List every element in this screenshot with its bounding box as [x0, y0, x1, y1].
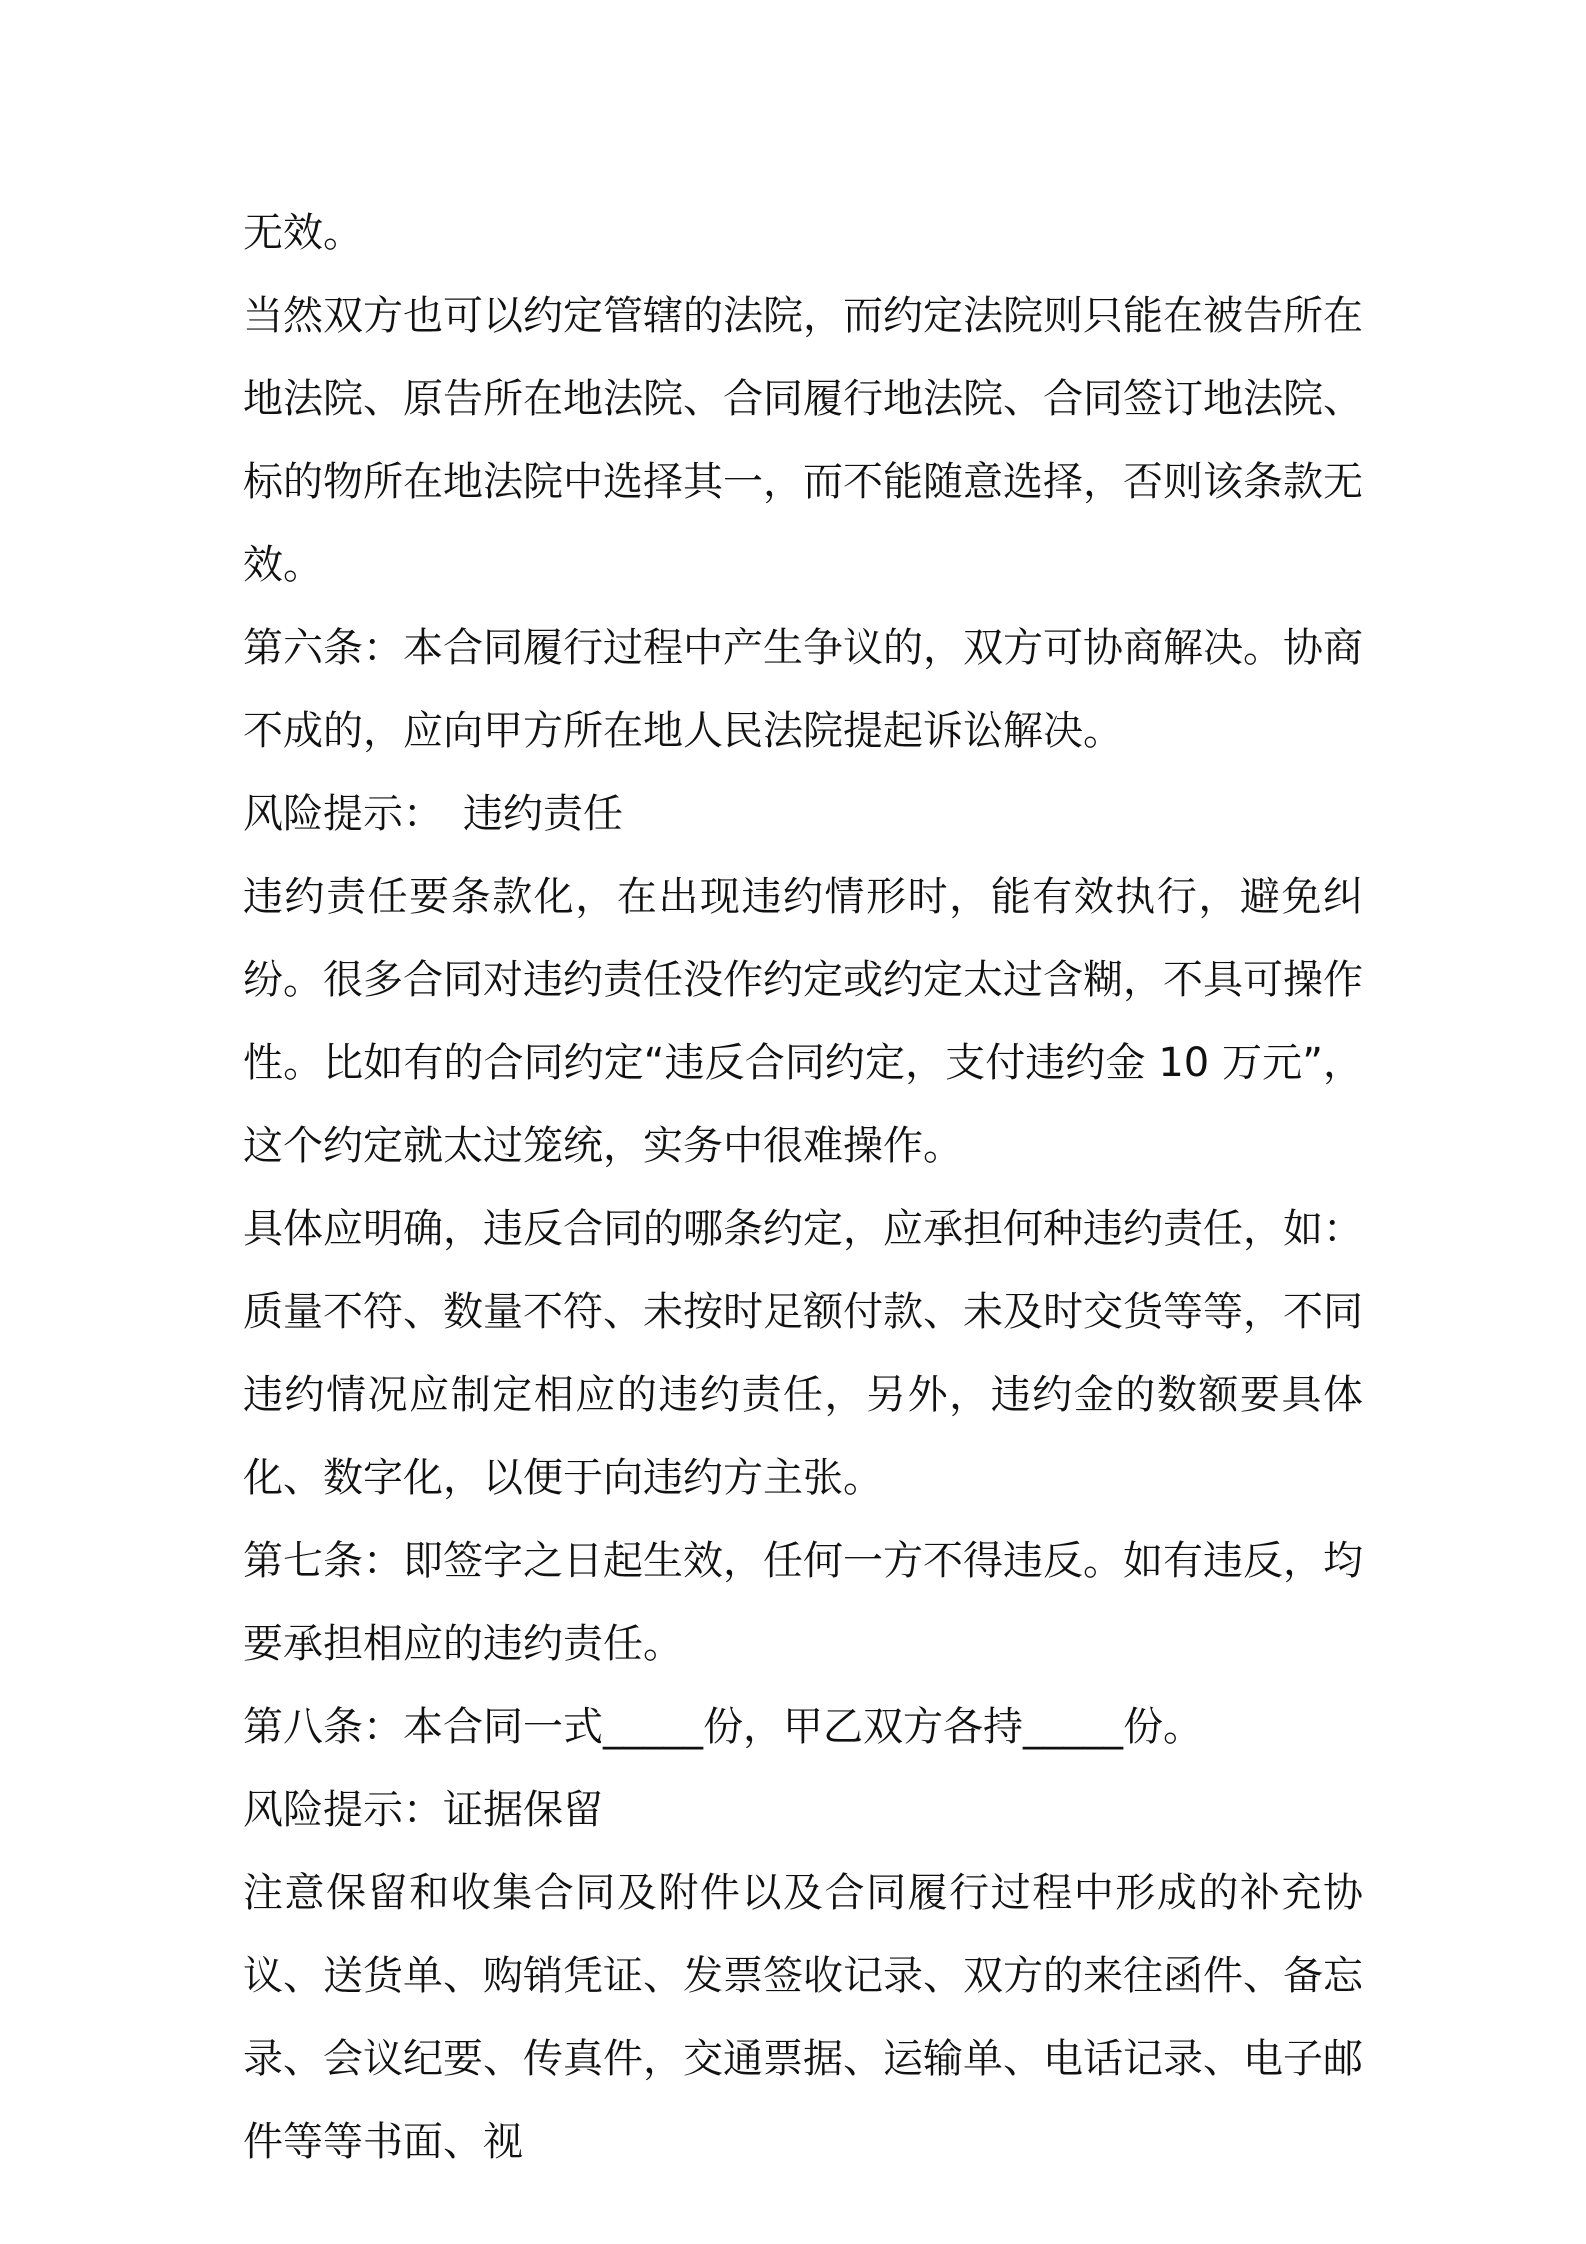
paragraph-continuation: 无效。 [243, 210, 363, 256]
paragraph-evidence-explanation: 注意保留和收集合同及附件以及合同履行过程中形成的补充协议、送货单、购销凭证、发票签收记录、双方的来往函件、备忘录、会议纪要、传真件，交通票据、运输单、电话记录、电子邮件等等书面、视 [243, 1870, 1363, 2165]
paragraph-risk-heading-evidence: 风险提示：证据保留 [243, 1787, 603, 1833]
paragraph-liability-explanation: 违约责任要条款化，在出现违约情形时，能有效执行，避免纠纷。很多合同对违约责任没作约定或约定太过含糊，不具可操作性。比如有的合同约定“违反合同约定，支付违约金 10 万元”，这个约定就太过笼统，实务中很难操作。 [243, 874, 1363, 1169]
paragraph-article-7: 第七条：即签字之日起生效，任何一方不得违反。如有违反，均要承担相应的违约责任。 [243, 1538, 1363, 1667]
paragraph-risk-heading-liability: 风险提示： 违约责任 [243, 791, 623, 837]
paragraph-article-8: 第八条：本合同一式_____份，甲乙双方各持_____份。 [243, 1704, 1203, 1750]
paragraph-article-6: 第六条：本合同履行过程中产生争议的，双方可协商解决。协商不成的，应向甲方所在地人民法院提起诉讼解决。 [243, 625, 1363, 754]
paragraph-liability-detail: 具体应明确，违反合同的哪条约定，应承担何种违约责任，如：质量不符、数量不符、未按时足额付款、未及时交货等等，不同违约情况应制定相应的违约责任，另外，违约金的数额要具体化、数字化，以便于向违约方主张。 [243, 1206, 1363, 1501]
paragraph-jurisdiction-note: 当然双方也可以约定管辖的法院，而约定法院则只能在被告所在地法院、原告所在地法院、合同履行地法院、合同签订地法院、标的物所在地法院中选择其一，而不能随意选择，否则该条款无效。 [243, 293, 1363, 588]
document-body [243, 192, 1363, 2184]
